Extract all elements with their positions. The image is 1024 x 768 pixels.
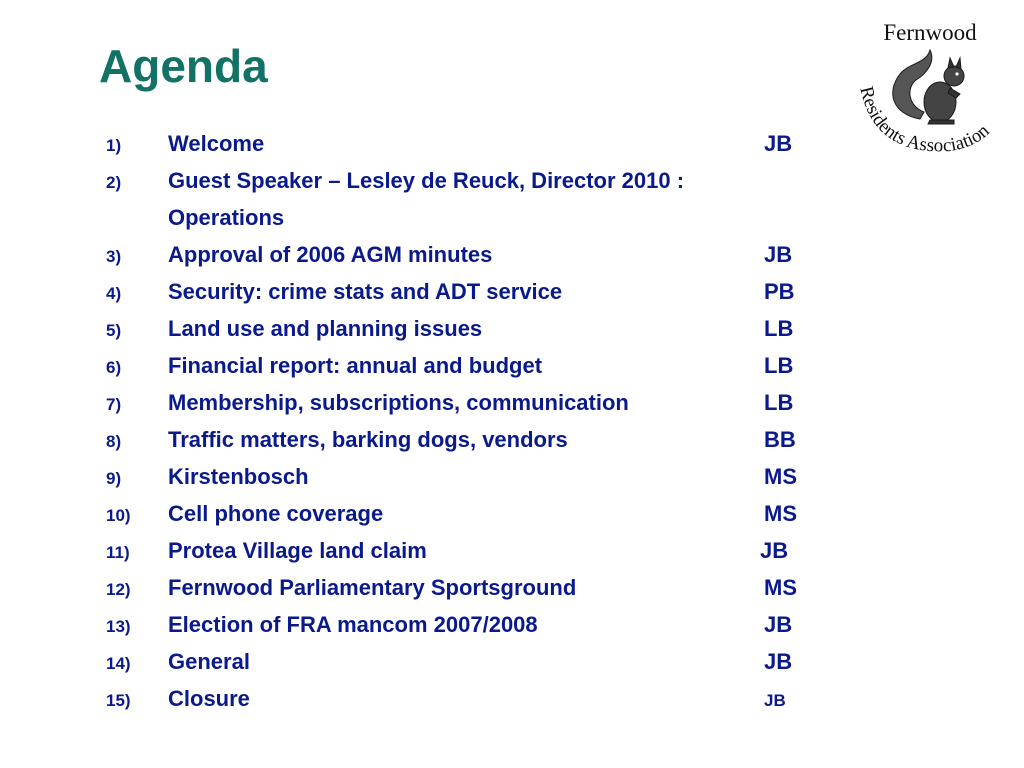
agenda-number: 12) [106,580,131,599]
agenda-text: Welcome [168,131,265,156]
agenda-item-10 [106,495,826,532]
agenda-item-4 [106,273,826,310]
agenda-text: Election of FRA mancom 2007/2008 [168,612,538,637]
agenda-text: Traffic matters, barking dogs, vendors [168,427,568,452]
agenda-owner: MS [764,575,797,600]
agenda-item-14 [106,643,826,680]
agenda-text: Security: crime stats and ADT service [168,279,563,304]
agenda-text: Guest Speaker – Lesley de Reuck, Director 2010 : Operations [168,168,685,230]
agenda-number: 7) [106,395,122,414]
page-title: Agenda [99,40,268,92]
agenda-item-8 [106,421,826,458]
agenda-text: Land use and planning issues [168,316,483,341]
squirrel-logo-graphic [850,14,1010,164]
agenda-item-1 [106,125,826,162]
agenda-item-6 [106,347,826,384]
agenda-number: 13) [106,617,131,636]
agenda-item-7 [106,384,826,421]
agenda-number: 14) [106,654,131,673]
agenda-number: 6) [106,358,122,377]
agenda-item-2 [106,162,826,236]
agenda-owner: BB [764,427,796,452]
agenda-number: 4) [106,284,122,303]
agenda-text: Fernwood Parliamentary Sportsground [168,575,577,600]
agenda-number: 3) [106,247,122,266]
agenda-number: 2) [106,173,122,192]
agenda-number: 10) [106,506,131,525]
agenda-item-9 [106,458,826,495]
agenda-item-11 [106,532,826,569]
agenda-text: Cell phone coverage [168,501,384,526]
agenda-item-3 [106,236,826,273]
agenda-number: 15) [106,691,131,710]
agenda-text: Protea Village land claim [168,538,427,563]
agenda-text: Kirstenbosch [168,464,309,489]
agenda-owner: MS [764,464,797,489]
agenda-text: Membership, subscriptions, communication [168,390,629,415]
agenda-owner: JB [764,131,793,156]
agenda-item-15 [106,680,826,717]
squirrel-icon [893,50,964,124]
agenda-list [106,125,826,717]
agenda-text: Financial report: annual and budget [168,353,543,378]
agenda-owner: LB [764,390,794,415]
agenda-owner: PB [764,279,795,304]
agenda-item-13 [106,606,826,643]
logo-arc-text: Residents Association [855,84,994,157]
agenda-number: 1) [106,136,122,155]
agenda-owner: JB [764,612,793,637]
agenda-owner: LB [764,316,794,341]
agenda-text: Approval of 2006 AGM minutes [168,242,493,267]
agenda-item-12 [106,569,826,606]
agenda-item-5 [106,310,826,347]
agenda-number: 8) [106,432,122,451]
logo-title: Fernwood [883,20,977,45]
fernwood-logo [850,14,1010,164]
agenda-owner: LB [764,353,794,378]
agenda-owner: MS [764,501,797,526]
agenda-owner: JB [764,691,786,710]
agenda-owner: JB [760,538,789,563]
agenda-number: 9) [106,469,122,488]
agenda-text: Closure [168,686,250,711]
agenda-number: 11) [106,543,130,562]
agenda-text: General [168,649,250,674]
agenda-owner: JB [764,649,793,674]
agenda-number: 5) [106,321,122,340]
agenda-owner: JB [764,242,793,267]
